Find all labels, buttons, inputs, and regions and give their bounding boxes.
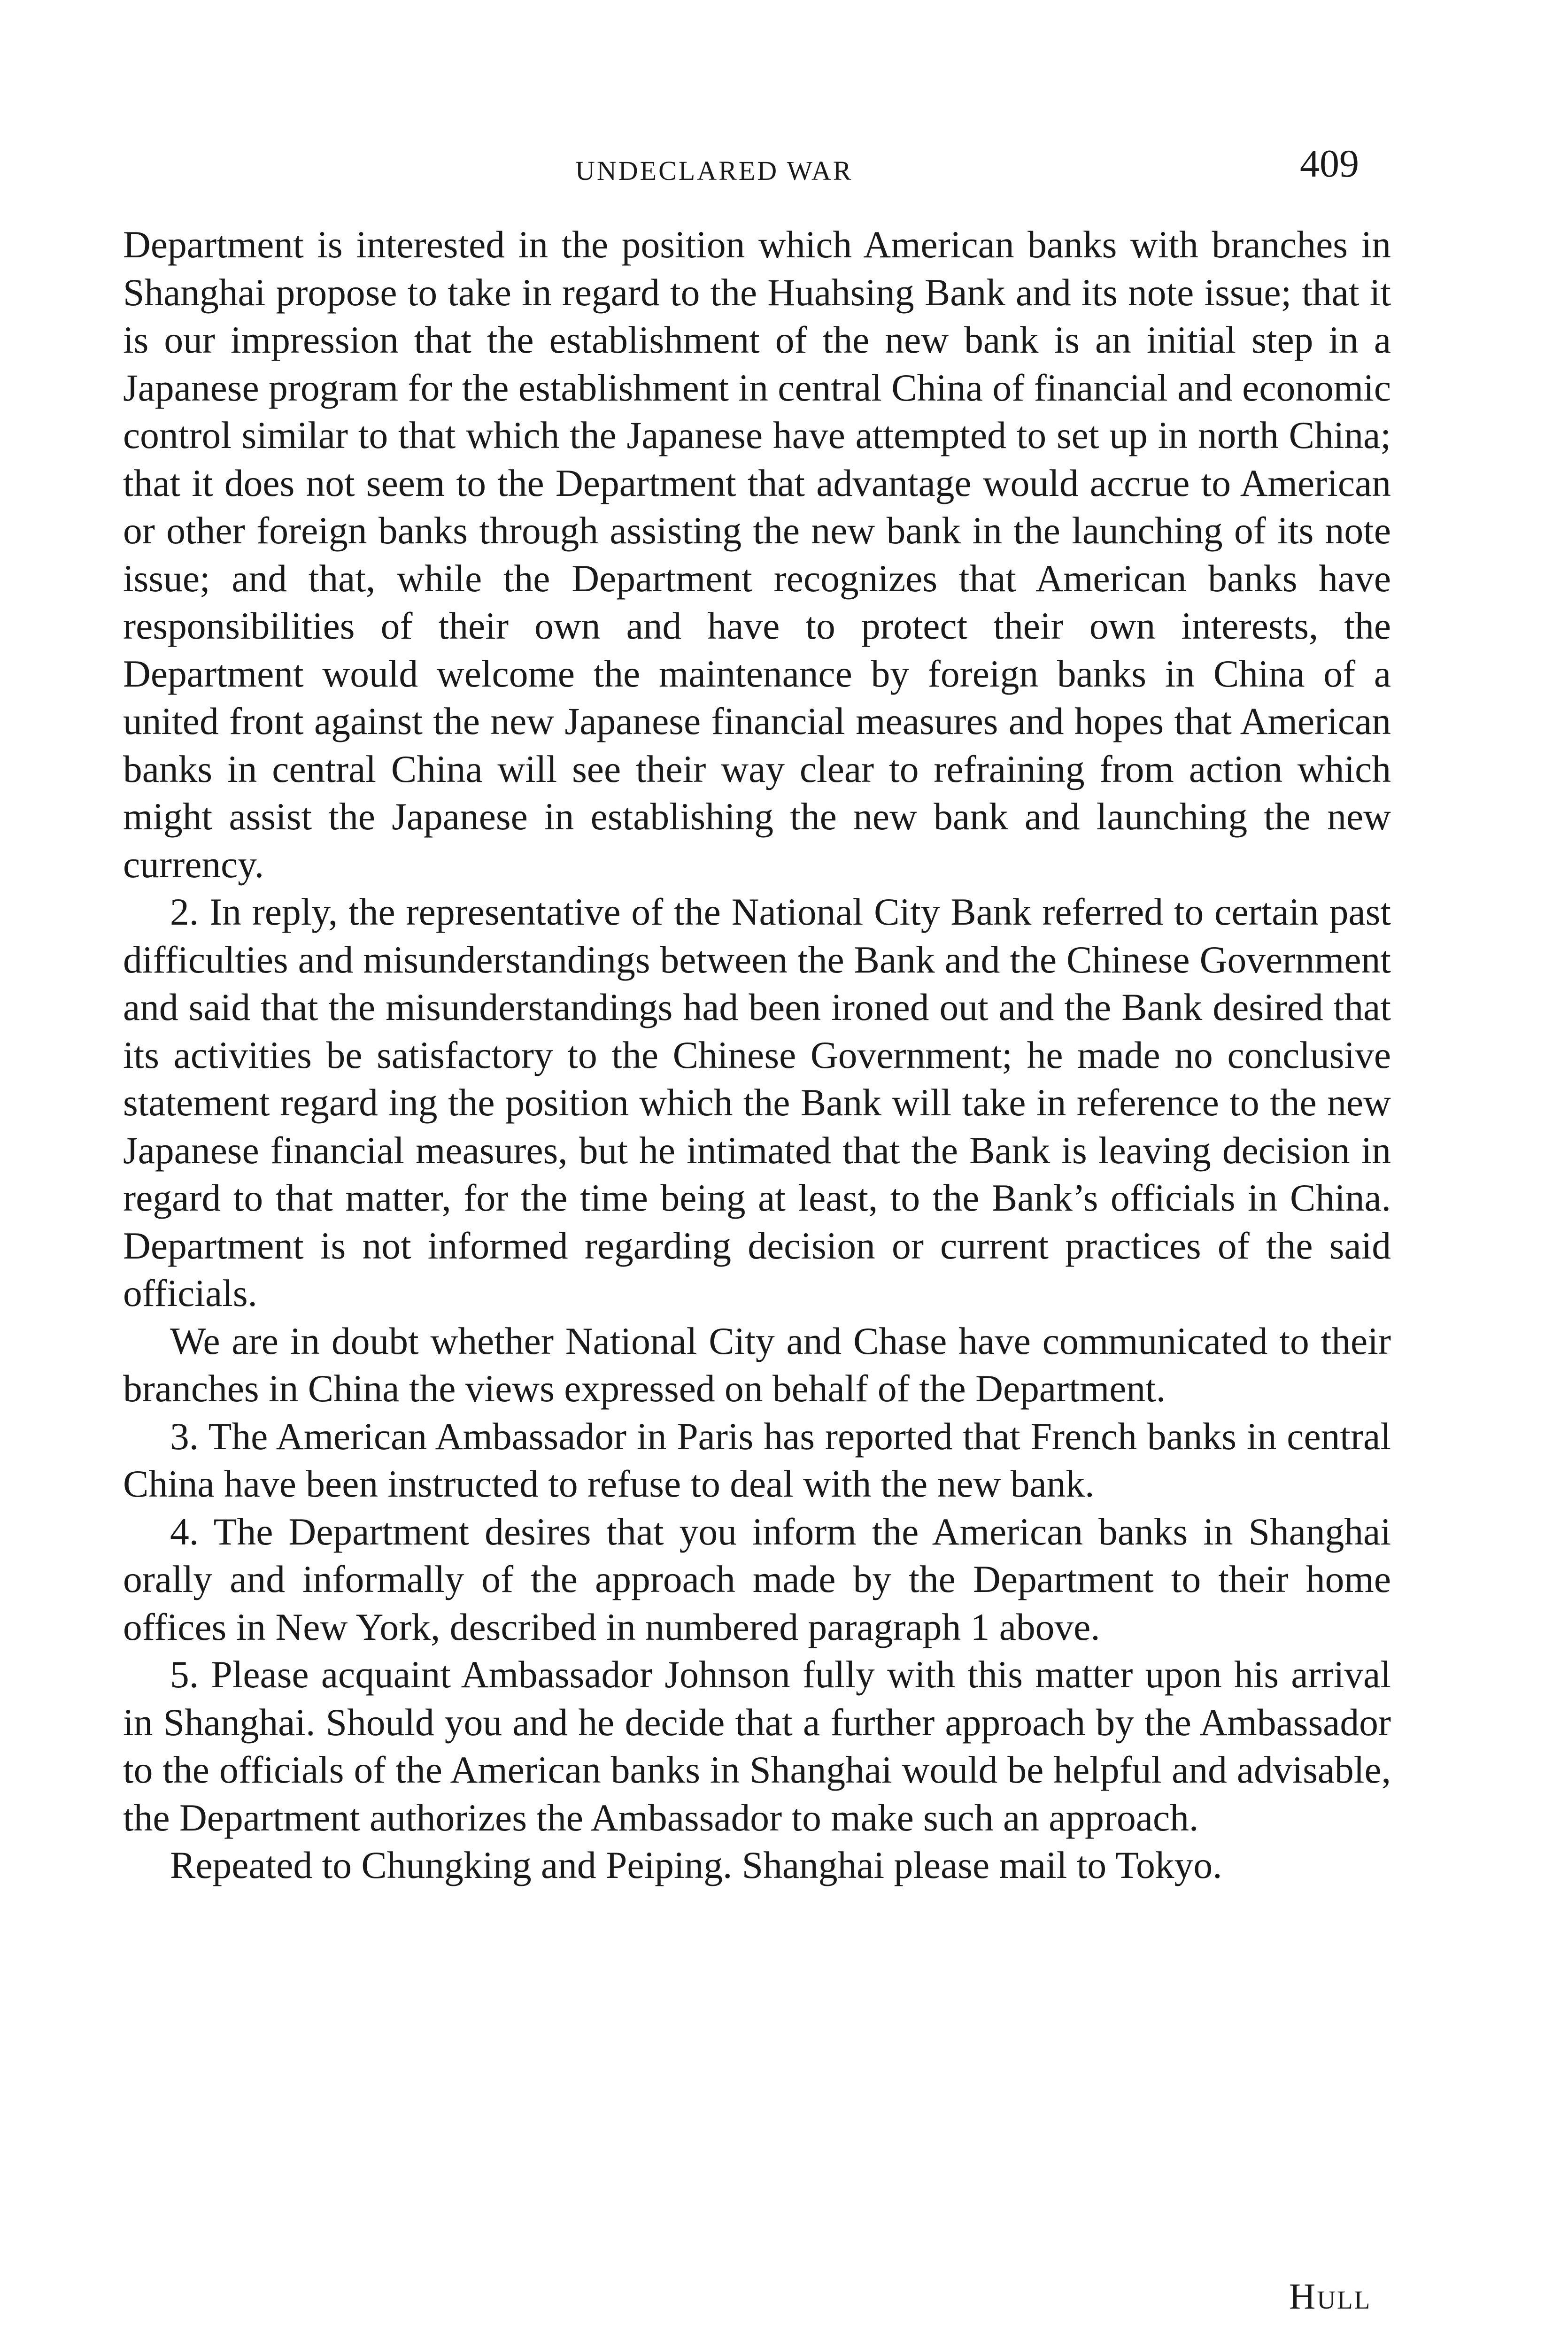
paragraph-repeated: Repeated to Chungking and Peiping. Shanghai please mail to Tokyo. <box>170 1844 1222 1886</box>
paragraph-4: 4. The Department desires that you inform the American banks in Shanghai orally and informally of the approach made by the Department to their home offices in New York, described in numbered paragraph 1 above. <box>123 1510 1391 1648</box>
body-text <box>123 221 1391 1889</box>
paragraph-3: 3. The American Ambassador in Paris has reported that French banks in central China have been instructed to refuse to deal with the new bank. <box>123 1414 1391 1505</box>
running-title: UNDECLARED WAR <box>575 155 853 186</box>
paragraph-doubt: We are in doubt whether National City and Chase have communicated to their branches in China the views expressed on behalf of the Department. <box>123 1319 1391 1410</box>
paragraph-5: 5. Please acquaint Ambassador Johnson fully with this matter upon his arrival in Shanghai. Should you and he decide that a further approach by the Ambassador to the officials of the American banks in Shanghai would be helpful and advisable, the Department authorizes the Ambassador to make such an approach. <box>123 1653 1391 1839</box>
paragraph-2: 2. In reply, the representative of the National City Bank referred to certain past difficulties and misunderstandings between the Bank and the Chinese Government and said that the misunderstandings had been ironed out and the Bank desired that its activities be satisfactory to the Chinese Government; he made no conclusive statement regard ing the position which the Bank will take in reference to the new Japanese financial measures, but he intimated that the Bank is leaving decision in regard to that matter, for the time being at least, to the Bank’s officials in China. Department is not informed regarding decision or current practices of the said officials. <box>123 890 1391 1314</box>
signature: Hull <box>1289 2276 1372 2317</box>
paragraph-continuation: Department is interested in the position which American banks with branches in Shanghai propose to take in regard to the Huahsing Bank and its note issue; that it is our impression that the establishment of the new bank is an initial step in a Japanese program for the establishment in central China of financial and economic control similar to that which the Japanese have attempted to set up in north China; that it does not seem to the Department that advantage would accrue to American or other foreign banks through assisting the new bank in the launching of its note issue; and that, while the Department recognizes that American banks have responsibilities of their own and have to protect their own interests, the Department would welcome the maintenance by foreign banks in China of a united front against the new Japanese financial measures and hopes that American banks in central China will see their way clear to refraining from action which might assist the Japanese in establishing the new bank and launching the new currency. <box>123 223 1391 886</box>
page-number: 409 <box>1300 142 1359 185</box>
running-head <box>0 141 1568 197</box>
